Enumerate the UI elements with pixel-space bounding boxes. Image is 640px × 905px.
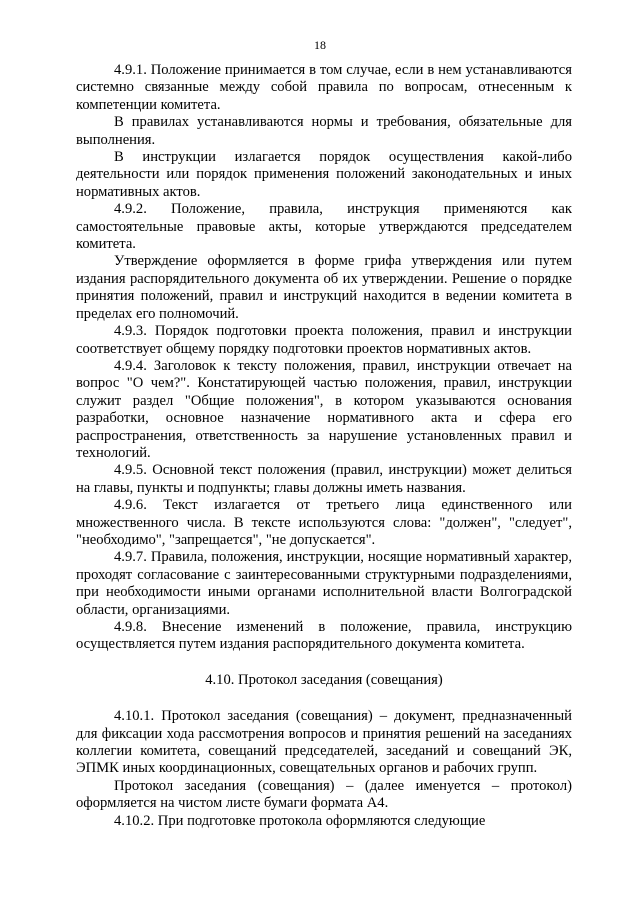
page-number: 18	[314, 38, 326, 52]
paragraph-4-9-2: 4.9.2. Положение, правила, инструкция применяются как самостоятельные правовые акты, которые утверждаются председателем комитета.	[76, 201, 572, 253]
paragraph-approval: Утверждение оформляется в форме грифа утверждения или путем издания распорядительного документа об их утверждении. Решение о порядке принятия положений, правил и инструкций находится в ведении комитета в пределах его полномочий.	[76, 253, 572, 322]
paragraph-4-9-4: 4.9.4. Заголовок к тексту положения, правил, инструкции отвечает на вопрос "О чем?". Констатирующей частью положения, правил, инструкции служит раздел "Общие положения", в котором указываются основания разработки, основное назначение нормативного акта и сфера его распространения, ответственность за нарушение установленных правил и технологий.	[76, 357, 572, 461]
paragraph-4-9-3: 4.9.3. Порядок подготовки проекта положения, правил и инструкции соответствует общему порядку подготовки проектов нормативных актов.	[76, 323, 572, 357]
paragraph-instruction: В инструкции излагается порядок осуществления какой-либо деятельности или порядок применения положений законодательных и иных нормативных актов.	[76, 149, 572, 200]
paragraph-protocol-format: Протокол заседания (совещания) – (далее именуется – протокол) оформляется на чистом листе бумаги формата А4.	[76, 777, 572, 812]
paragraph-4-9-6: 4.9.6. Текст излагается от третьего лица единственного или множественного числа. В тексте используются слова: "должен", "следует", "необходимо", "запрещается", "не допускается".	[76, 497, 572, 548]
paragraph-4-9-5: 4.9.5. Основной текст положения (правил, инструкции) может делиться на главы, пункты и подпункты; главы должны иметь названия.	[76, 462, 572, 496]
paragraph-rules: В правилах устанавливаются нормы и требования, обязательные для выполнения.	[76, 114, 572, 148]
document-body	[76, 62, 572, 830]
paragraph-4-10-2: 4.10.2. При подготовке протокола оформляются следующие	[114, 812, 486, 829]
paragraph-4-9-1: 4.9.1. Положение принимается в том случае, если в нем устанавливаются системно связанные между собой правила по вопросам, отнесенным к компетенции комитета.	[76, 62, 572, 113]
paragraph-4-9-8: 4.9.8. Внесение изменений в положение, правила, инструкцию осуществляется путем издания распорядительного документа комитета.	[76, 619, 572, 653]
section-heading-4-10: 4.10. Протокол заседания (совещания)	[205, 671, 443, 688]
paragraph-4-9-7: 4.9.7. Правила, положения, инструкции, носящие нормативный характер, проходят согласование с заинтересованными структурными подразделениями, при необходимости иными органами исполнительной власти Волгоградской области, организациями.	[76, 549, 572, 618]
paragraph-4-10-1: 4.10.1. Протокол заседания (совещания) – документ, предназначенный для фиксации хода рассмотрения вопросов и принятия решений на заседаниях коллегии комитета, совещаний председателей, заседаний и совещаний ЭК, ЭПМК иных координационных, совещательных органов и рабочих групп.	[76, 708, 572, 777]
